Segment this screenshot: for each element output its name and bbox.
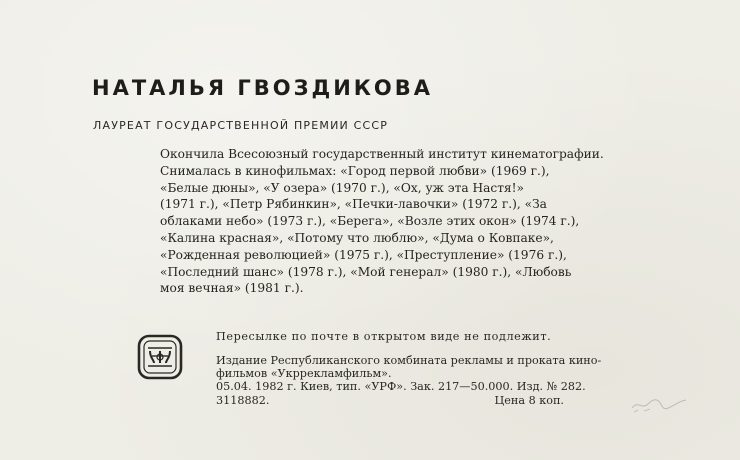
bio-line: «Последний шанс» (1978 г.), «Мой генерал» (1980 г.), «Любовь xyxy=(160,264,572,279)
bio-line: моя вечная» (1981 г.). xyxy=(160,281,304,296)
film-publisher-emblem-icon xyxy=(137,334,183,380)
mailing-notice: Пересылке по почте в открытом виде не подлежит. xyxy=(216,330,552,343)
price-label: Цена 8 коп. xyxy=(494,393,564,407)
bio-line: «Белые дюны», «У озера» (1970 г.), «Ох, уж эта Настя!» xyxy=(160,180,524,195)
bio-line: облаками небо» (1973 г.), «Берега», «Возле этих окон» (1974 г.), xyxy=(160,214,580,229)
imprint-line: 05.04. 1982 г. Киев, тип. «УРФ». Зак. 217—50.000. Изд. № 282. xyxy=(216,380,586,394)
pencil-scribble-icon xyxy=(628,392,690,416)
publisher-imprint xyxy=(216,354,686,407)
bio-line: Снималась в кинофильмах: «Город первой любви» (1969 г.), xyxy=(160,163,550,178)
imprint-line: Издание Республиканского комбината рекламы и проката кино- xyxy=(216,354,602,367)
biography-text xyxy=(160,146,680,297)
bio-line: (1971 г.), «Петр Рябинкин», «Печки-лавочки» (1972 г.), «За xyxy=(160,197,547,212)
imprint-line: фильмов «Укррекламфильм». xyxy=(216,367,392,381)
bio-line: Окончила Всесоюзный государственный институт кинематографии. xyxy=(160,147,604,161)
catalog-code: 3118882. xyxy=(216,393,270,407)
page-title: НАТАЛЬЯ ГВОЗДИКОВА xyxy=(92,76,434,100)
bio-line: «Калина красная», «Потому что люблю», «Дума о Ковпаке», xyxy=(160,230,554,245)
subtitle: ЛАУРЕАТ ГОСУДАРСТВЕННОЙ ПРЕМИИ СССР xyxy=(93,119,389,132)
bio-line: «Рожденная революцией» (1975 г.), «Преступление» (1976 г.), xyxy=(160,247,567,262)
